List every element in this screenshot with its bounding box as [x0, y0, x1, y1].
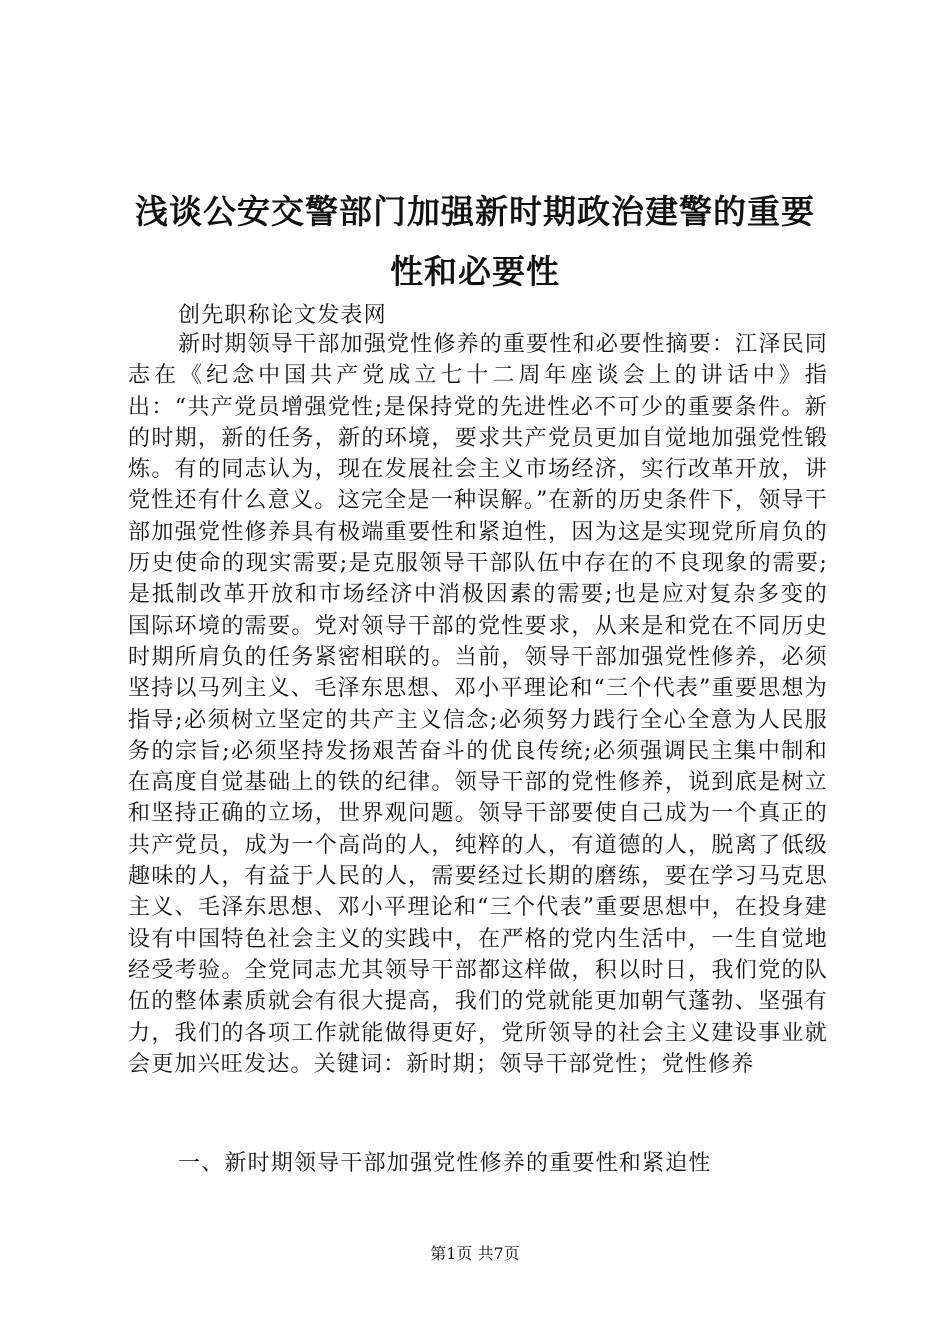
section-heading: 一、新时期领导干部加强党性修养的重要性和紧迫性: [178, 1151, 712, 1176]
page-footer: 第1页 共7页: [430, 1244, 520, 1263]
document-title-line-1: 浅谈公安交警部门加强新时期政治建警的重要: [135, 192, 815, 231]
document-title-line-2: 性和必要性: [390, 252, 560, 291]
source-line: 创先职称论文发表网: [178, 303, 387, 328]
body-paragraph: 新时期领导干部加强党性修养的重要性和必要性摘要：江泽民同志在《纪念中国共产党成立七十二周年座谈会上的讲话中》指出：“共产党员增强党性;是保持党的先进性必不可少的重要条件。新的时期，新的任务，新的环境，要求共产党员更加自觉地加强党性锻炼。有的同志认为，现在发展社会主义市场经济，实行改革开放，讲党性还有什么意义。这完全是一种误解。”在新的历史条件下，领导干部加强党性修养具有极端重要性和紧迫性，因为这是实现党所肩负的历史使命的现实需要;是克服领导干部队伍中存在的不良现象的需要;是抵制改革开放和市场经济中消极因素的需要;也是应对复杂多变的国际环境的需要。党对领导干部的党性要求，从来是和党在不同历史时期所肩负的任务紧密相联的。当前，领导干部加强党性修养，必须坚持以马列主义、毛泽东思想、邓小平理论和“三个代表”重要思想为指导;必须树立坚定的共产主义信念;必须努力践行全心全意为人民服务的宗旨;必须坚持发扬艰苦奋斗的优良传统;必须强调民主集中制和在高度自觉基础上的铁的纪律。领导干部的党性修养，说到底是树立和坚持正确的立场，世界观问题。领导干部要使自己成为一个真正的共产党员，成为一个高尚的人，纯粹的人，有道德的人，脱离了低级趣味的人，有益于人民的人，需要经过长期的磨练，要在学习马克思主义、毛泽东思想、邓小平理论和“三个代表”重要思想中，在投身建设有中国特色社会主义的实践中，在严格的党内生活中，一生自觉地经受考验。全党同志尤其领导干部都这样做，积以时日，我们党的队伍的整体素质就会有很大提高，我们的党就能更加朝气蓬勃、坚强有力，我们的各项工作就能做得更好，党所领导的社会主义建设事业就会更加兴旺发达。关键词：新时期；领导干部党性；党性修养: [128, 332, 828, 1077]
